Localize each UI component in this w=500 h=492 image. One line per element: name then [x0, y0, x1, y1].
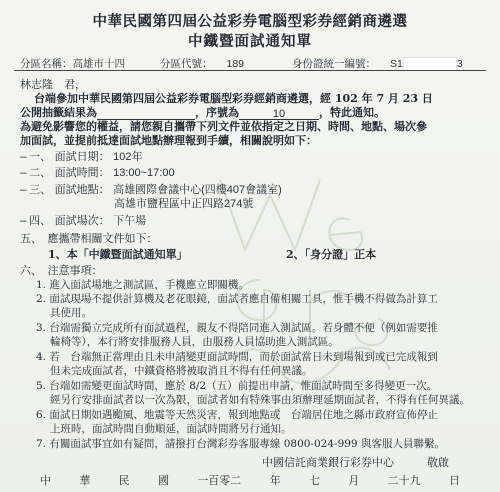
note-6: 6. 面試日期如遇颱風、地震等天然災害，報到地點或 台端居住地之縣市政府宣佈停止	[36, 409, 438, 421]
intro-serial-label: ，序號為	[195, 106, 239, 119]
footer-date-part: 七	[308, 474, 320, 487]
id-number-label: 身份證統一編號：	[292, 58, 376, 70]
note-3-cont: 輪椅等），本行將安排服務人員，由服務人員協助進入測試區。	[50, 336, 339, 348]
intro-lottery-label: 公開抽籤結果為	[20, 106, 97, 119]
note-7: 7. 有關面試事宜如有疑問，請撥打台灣彩券客服專線 0800-024-999 與客服人員聯繫。	[36, 438, 445, 450]
interview-session-label: 面試場次：	[54, 214, 110, 227]
footer-date-part: 月	[348, 474, 360, 487]
id-number-field	[292, 56, 463, 71]
footer-date-part: 日	[448, 474, 460, 487]
zone-code-field	[160, 56, 244, 71]
note-5: 5. 台端如需變更面試時間，應於 8/2（五）前提出申請，惟面試時間至多得變更一次。	[36, 380, 438, 392]
id-number-redaction	[403, 57, 457, 71]
footer-date-part: 國	[157, 474, 169, 487]
interview-time-label: 面試時間：	[54, 166, 110, 179]
note-1: 1. 進入面試場地之測試區，手機應立即關機。	[36, 279, 249, 291]
area-name-value: 高雄市十四	[72, 58, 125, 70]
item-interview-time: — 二、 面試時間： 13:00~17:00	[20, 166, 175, 180]
interview-address-value: 高雄市鹽程區中正四路274號	[114, 198, 254, 210]
footer-date	[40, 472, 460, 488]
required-documents-heading: 五、 應攜帶相關文件如下：	[20, 232, 158, 245]
zone-code-value: 189	[226, 58, 245, 70]
footer-date-part: 民	[118, 474, 130, 487]
interview-date-label: 面試日期：	[54, 150, 110, 163]
note-4: 4. 若 台端無正當理由且未申請變更面試時間，而於面試當日未到場報到或已完成報到	[36, 351, 438, 363]
area-name-field	[20, 56, 125, 71]
recipient-name: 林志隆 君，	[20, 78, 86, 91]
interview-location-value: 高雄國際會議中心(四樓407會議室)	[113, 184, 282, 196]
item-interview-location: — 三、 面試地點： 高雄國際會議中心(四樓407會議室)	[20, 183, 282, 197]
required-document-2: 2、「身分證」正本	[286, 248, 377, 261]
interview-location-label: 面試地點：	[54, 183, 110, 196]
area-name-label: 分區名稱：	[20, 58, 73, 70]
header-divider	[14, 70, 486, 71]
page-subtitle: 中鐵暨面試通知單	[188, 33, 312, 50]
serial-number-value: 10	[239, 108, 319, 120]
issuer-signature: 中國信託商業銀行彩券中心 敬啟	[262, 456, 449, 469]
intro-line-1: 台端參加中華民國第四屆公益彩券電腦型彩券經銷商遴選，經 102 年 7 月 23 日	[34, 92, 433, 105]
notes-heading: 六、 注意事項：	[20, 264, 103, 277]
id-number-prefix: S1	[390, 58, 403, 70]
footer-date-part: 一百零二	[197, 474, 242, 487]
intro-notice-end: ，特此通知。	[319, 106, 385, 119]
required-document-1: 1、本「中鐵暨面試通知單」	[48, 248, 188, 261]
item-interview-date: — 一、 面試日期： 102年	[20, 150, 143, 164]
note-5-cont: 經另行安排面試者以一次為限，面試者如有特殊事由須辦理延期面試者，不得有任何異議。	[50, 394, 470, 406]
note-3: 3. 台端需獨立完成所有面試過程，親友不得陪同進入測試區。若身體不便（例如需要推	[36, 322, 438, 334]
note-2-cont: 具使用。	[50, 307, 92, 319]
note-4-cont: 但未完成面試者，中鐵資格將被取消且不得有任何異議。	[50, 365, 313, 377]
intro-line-4: 加面試，並提前抵達面試地點辦理報到手續，相關說明如下：	[20, 134, 317, 147]
page-title: 中華民國第四屆公益彩券電腦型彩券經銷商遴選	[92, 13, 408, 30]
interview-session-value: 下午場	[113, 215, 147, 227]
footer-date-part: 中	[40, 474, 51, 487]
zone-code-label: 分區代號：	[160, 58, 213, 70]
note-2: 2. 面試現場不提供計算機及老花眼鏡，面試者應自備相關工具，惟手機不得做為計算工	[36, 293, 438, 305]
intro-line-3: 為避免影響您的權益，請您親自攜帶下列文件並依指定之日期、時間、地點、場次參	[20, 120, 427, 133]
interview-time-value: 13:00~17:00	[113, 167, 175, 179]
id-number-suffix: 3	[456, 58, 463, 70]
footer-date-part: 年	[269, 474, 281, 487]
footer-date-part: 華	[79, 474, 91, 487]
footer-date-part: 二十九	[387, 474, 421, 487]
note-6-cont: 上班時，面試時間自動順延，面試時間將另行通知。	[50, 423, 292, 435]
item-interview-session: — 四、 面試場次： 下午場	[20, 214, 147, 228]
interview-date-value: 102年	[113, 151, 143, 163]
